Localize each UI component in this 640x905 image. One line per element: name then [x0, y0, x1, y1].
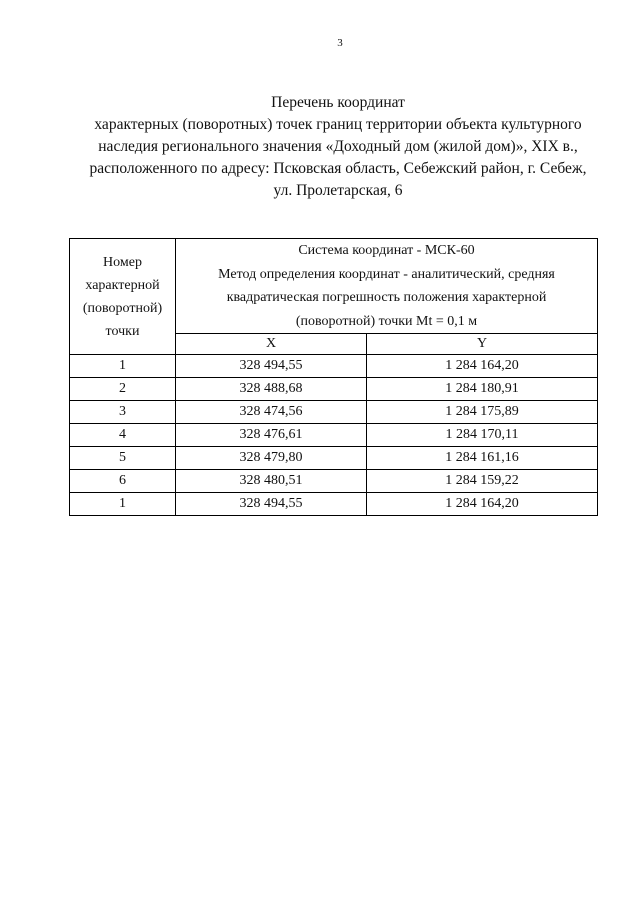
- x-cell: 328 479,80: [176, 447, 367, 470]
- system-header-line: Система координат - МСК-60: [298, 243, 475, 258]
- table-row: [70, 493, 598, 516]
- coordinates-table: [69, 238, 598, 516]
- system-header-line: квадратическая погрешность положения характерной: [226, 290, 547, 305]
- y-cell: 1 284 164,20: [367, 493, 598, 516]
- point-number-cell: 2: [70, 378, 176, 401]
- y-cell: 1 284 159,22: [367, 470, 598, 493]
- y-cell: 1 284 175,89: [367, 401, 598, 424]
- system-header-line: (поворотной) точки Mt = 0,1 м: [295, 313, 478, 329]
- title-line-5: ул. Пролетарская, 6: [273, 182, 403, 199]
- table-row: [70, 424, 598, 447]
- point-number-cell: 1: [70, 493, 176, 516]
- point-header-line: характерной: [85, 277, 160, 293]
- page-number: 3: [337, 37, 343, 49]
- column-x-header: X: [176, 334, 367, 355]
- x-cell: 328 476,61: [176, 424, 367, 447]
- y-cell: 1 284 161,16: [367, 447, 598, 470]
- point-header-line: (поворотной): [82, 300, 163, 316]
- x-cell: 328 494,55: [176, 355, 367, 378]
- point-number-cell: 6: [70, 470, 176, 493]
- y-cell: 1 284 180,91: [367, 378, 598, 401]
- point-number-cell: 3: [70, 401, 176, 424]
- point-number-cell: 4: [70, 424, 176, 447]
- document-title: [64, 92, 612, 202]
- table-row: [70, 378, 598, 401]
- x-cell: 328 480,51: [176, 470, 367, 493]
- x-cell: 328 494,55: [176, 493, 367, 516]
- table-row: [70, 355, 598, 378]
- point-number-cell: 1: [70, 355, 176, 378]
- point-header-line: точки: [105, 323, 140, 339]
- title-line-1: Перечень координат: [271, 94, 405, 111]
- x-cell: 328 474,56: [176, 401, 367, 424]
- coordinate-system-header: [176, 239, 598, 334]
- y-cell: 1 284 170,11: [367, 424, 598, 447]
- title-line-2: характерных (поворотных) точек границ территории объекта культурного: [94, 116, 582, 133]
- title-line-4: расположенного по адресу: Псковская область, Себежский район, г. Себеж,: [89, 160, 587, 177]
- point-header-line: Номер: [103, 254, 142, 270]
- table-row: [70, 470, 598, 493]
- column-y-header: Y: [367, 334, 598, 355]
- x-cell: 328 488,68: [176, 378, 367, 401]
- system-header-line: Метод определения координат - аналитический, средняя: [218, 266, 555, 282]
- table-row: [70, 401, 598, 424]
- y-cell: 1 284 164,20: [367, 355, 598, 378]
- title-line-3: наследия регионального значения «Доходный дом (жилой дом)», XIX в.,: [98, 138, 578, 155]
- point-number-cell: 5: [70, 447, 176, 470]
- point-number-header: [70, 239, 176, 355]
- table-row: [70, 447, 598, 470]
